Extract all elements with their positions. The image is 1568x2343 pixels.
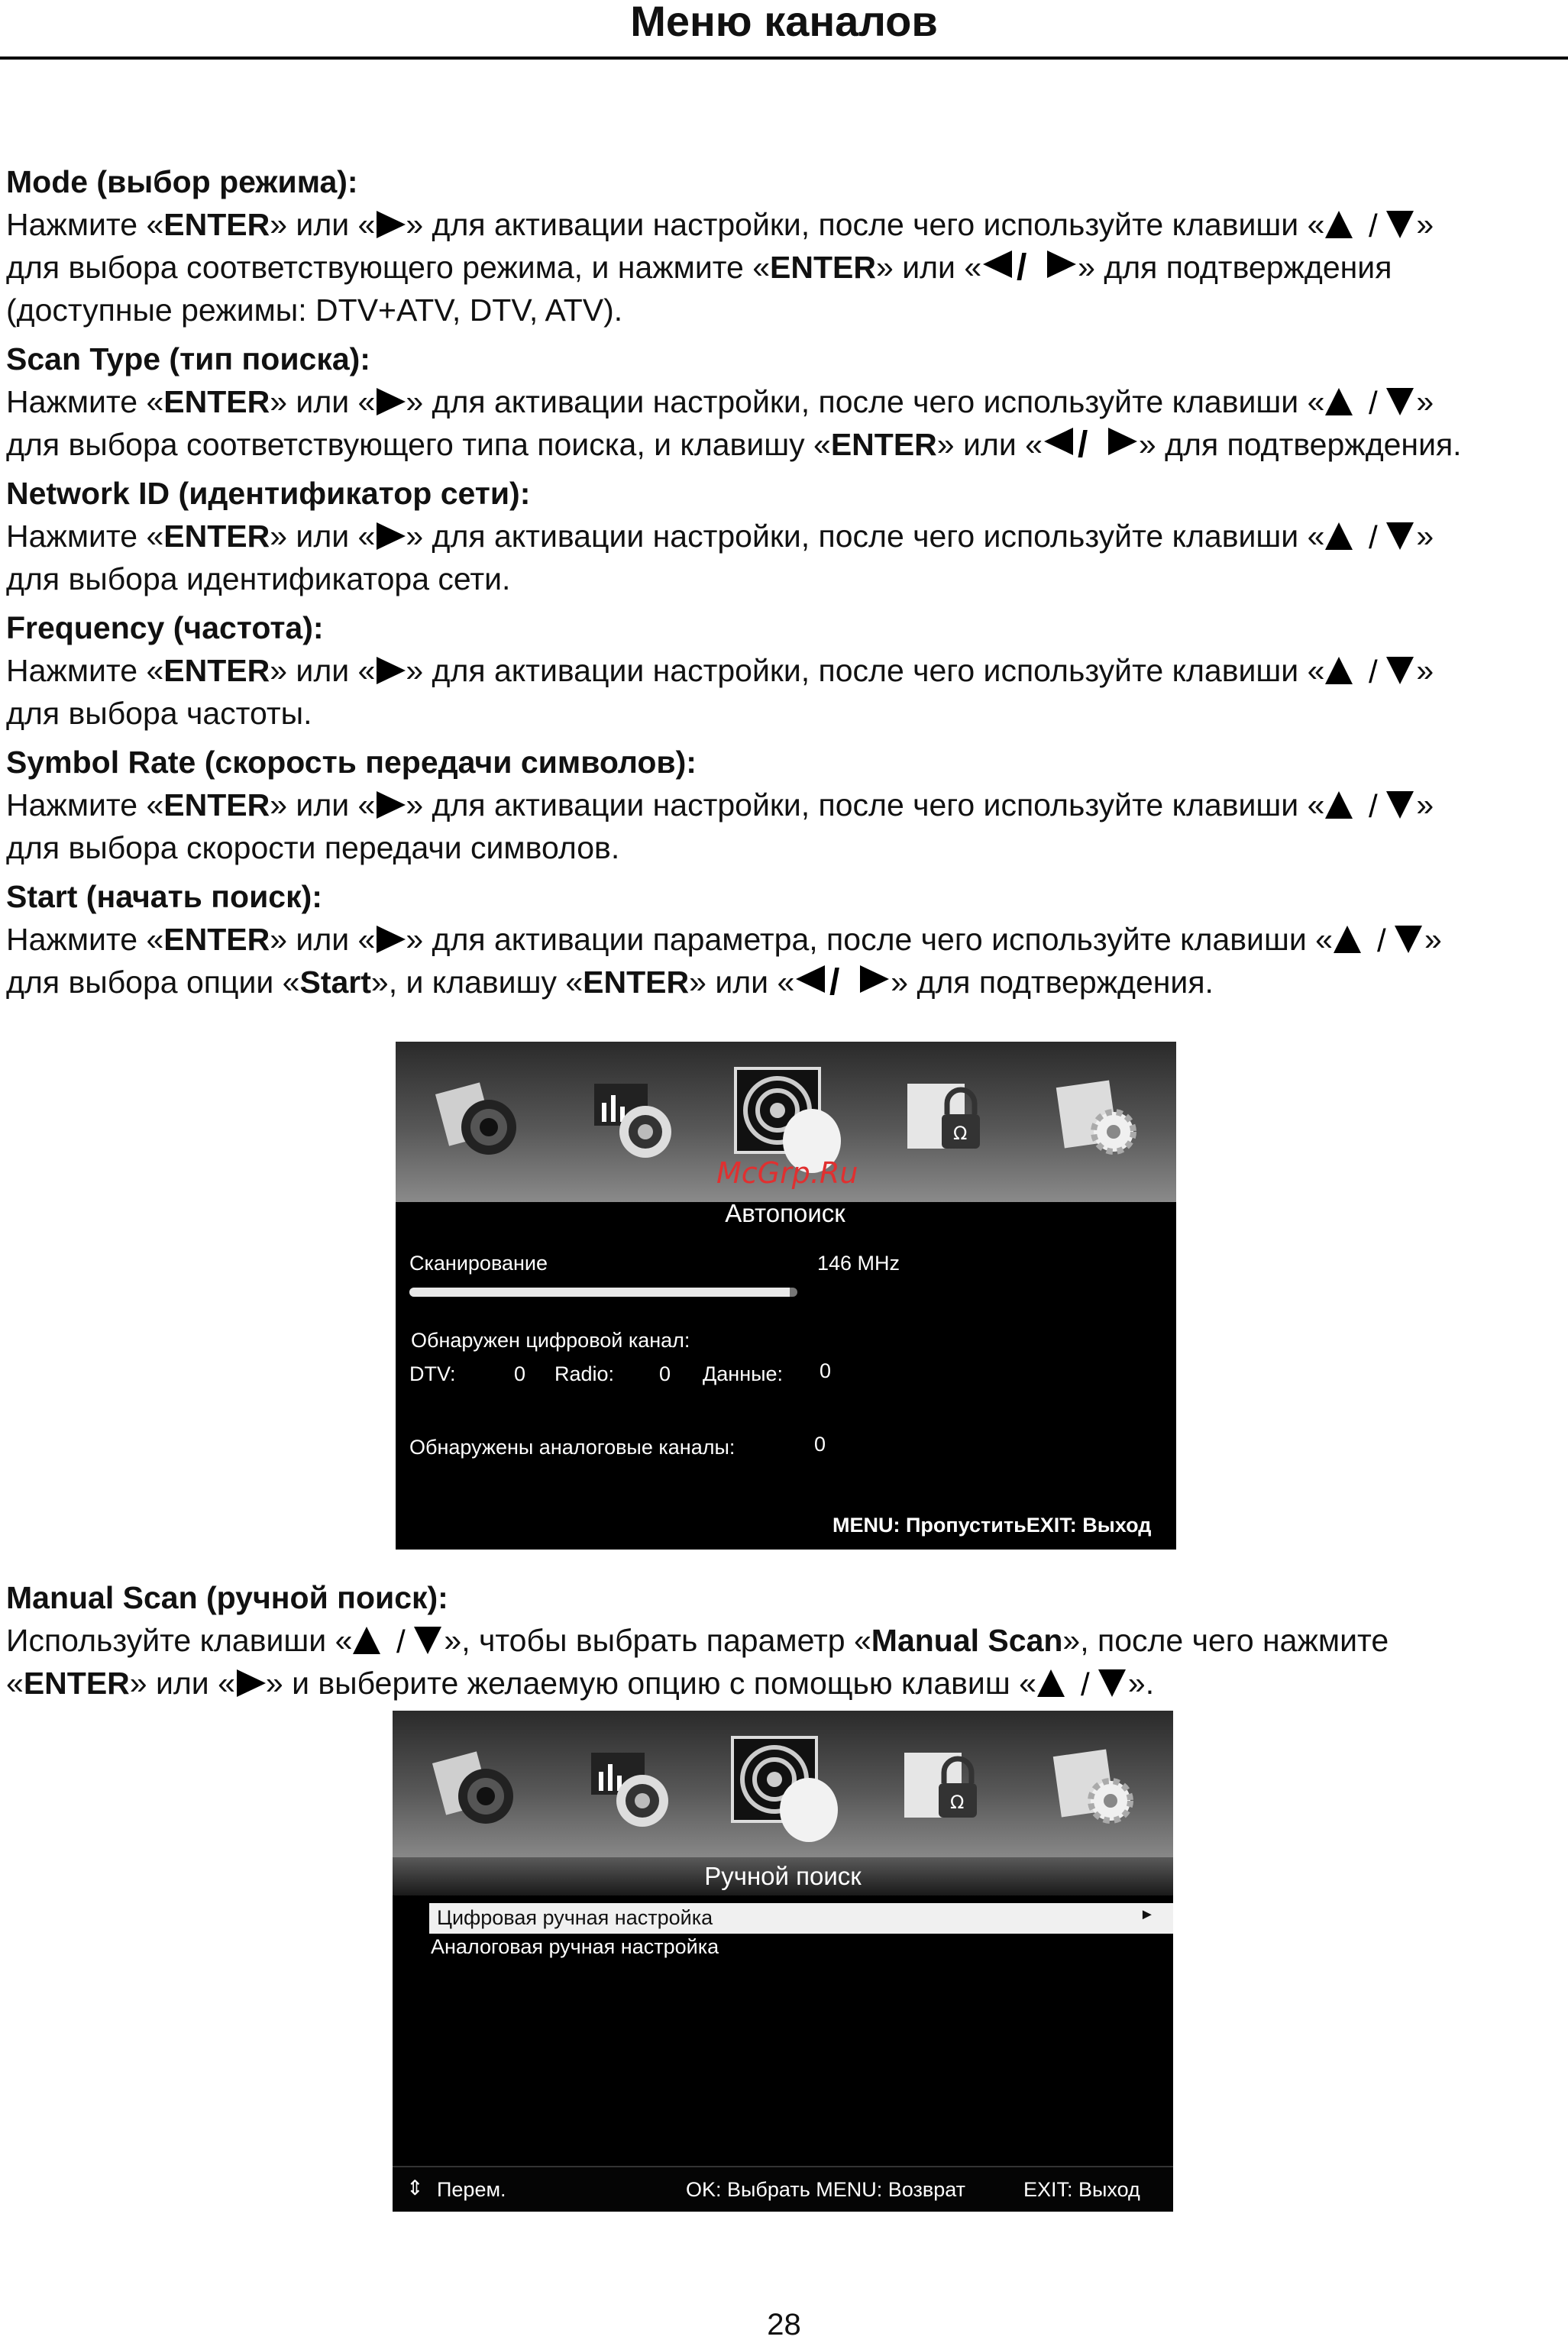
menu-item-label: Цифровая ручная настройка xyxy=(437,1906,713,1929)
frequency-value: 146 MHz xyxy=(817,1252,900,1275)
dtv-label: DTV: xyxy=(409,1362,456,1385)
section-mode xyxy=(6,160,1564,331)
autoscan-screenshot xyxy=(396,1042,1176,1550)
digital-found-label: Обнаружен цифровой канал: xyxy=(411,1329,690,1352)
up-down-icon xyxy=(1324,655,1416,686)
left-right-icon xyxy=(1043,426,1139,460)
svg-text:/: / xyxy=(1017,249,1027,283)
svg-text:/: / xyxy=(1376,924,1386,955)
section-heading: Mode (выбор режима): xyxy=(6,164,358,199)
menu-item-analog-manual[interactable]: Аналоговая ручная настройка xyxy=(431,1935,719,1958)
section-heading: Manual Scan (ручной поиск): xyxy=(6,1580,448,1615)
section-text: Нажмите «ENTER» или « » для активации настройки, после чего используйте клавиши « / » для выбора соответствующего режима, и нажмите «ENTER» или « / » для подтверждения (доступные режимы: DTV+ATV, DTV, ATV). xyxy=(6,207,1434,328)
picture-menu-icon xyxy=(431,1741,522,1833)
chevron-right-icon: ► xyxy=(1140,1906,1155,1923)
play-right-icon xyxy=(375,655,406,686)
instructions xyxy=(6,160,1564,1010)
svg-text:/: / xyxy=(1369,655,1379,686)
section-heading: Start (начать поиск): xyxy=(6,879,322,914)
radio-label: Radio: xyxy=(554,1362,615,1385)
up-down-icon xyxy=(352,1625,444,1656)
up-down-icon xyxy=(1333,924,1424,955)
scanning-label: Сканирование xyxy=(409,1252,548,1275)
watermark: McGrp.Ru xyxy=(716,1156,858,1190)
play-right-icon xyxy=(375,209,406,240)
scan-progress-bar xyxy=(409,1288,797,1297)
footer-ok-menu-hint: OK: Выбрать MENU: Возврат xyxy=(686,2178,966,2201)
svg-text:/: / xyxy=(1369,521,1379,551)
radio-value: 0 xyxy=(659,1362,671,1385)
up-down-icon xyxy=(1324,790,1416,820)
footer-exit-hint: EXIT: Выход xyxy=(1023,2178,1140,2201)
section-scan-type xyxy=(6,338,1564,466)
section-text: Нажмите «ENTER» или « » для активации настройки, после чего используйте клавиши « / » для выбора скорости передачи символов. xyxy=(6,787,1434,865)
svg-text:/: / xyxy=(1077,426,1088,460)
settings-menu-icon xyxy=(1052,1072,1144,1164)
svg-text:/: / xyxy=(1369,209,1379,240)
section-text: Нажмите «ENTER» или « » для активации настройки, после чего используйте клавиши « / » для выбора частоты. xyxy=(6,653,1434,731)
sound-menu-icon xyxy=(590,1072,682,1164)
data-value: 0 xyxy=(820,1359,832,1382)
picture-menu-icon xyxy=(434,1072,525,1164)
play-right-icon xyxy=(375,790,406,820)
menu-item-digital-manual[interactable] xyxy=(429,1903,1173,1934)
section-network-id xyxy=(6,472,1564,600)
manual-scan-instructions xyxy=(6,1576,1564,1711)
section-frequency xyxy=(6,606,1564,735)
section-heading: Scan Type (тип поиска): xyxy=(6,341,370,376)
scan-progress-fill xyxy=(409,1288,790,1297)
section-text: Используйте клавиши « / », чтобы выбрать параметр «Manual Scan», после чего нажмите «ENTER» или « » и выберите желаемую опцию с помощью клавиш « / ». xyxy=(6,1623,1389,1701)
section-symbol-rate xyxy=(6,741,1564,869)
autoscan-title: Автопоиск xyxy=(725,1199,845,1227)
svg-text:/: / xyxy=(396,1625,406,1656)
svg-text:/: / xyxy=(1369,386,1379,417)
play-right-icon xyxy=(375,386,406,417)
svg-text:Ω: Ω xyxy=(950,1792,965,1813)
section-heading: Symbol Rate (скорость передачи символов): xyxy=(6,745,697,780)
menu-icon-bar xyxy=(393,1711,1173,1860)
up-down-icon xyxy=(1324,386,1416,417)
section-text: Нажмите «ENTER» или « » для активации параметра, после чего используйте клавиши « / » для выбора опции «Start», и клавишу «ENTER» или « / » для подтверждения. xyxy=(6,918,1564,1003)
autoscan-footer-hints: MENU: ПропуститьEXIT: Выход xyxy=(832,1514,1152,1537)
dtv-value: 0 xyxy=(514,1362,526,1385)
manual-scan-screenshot xyxy=(393,1711,1173,2212)
settings-menu-icon xyxy=(1049,1741,1141,1833)
footer-move-hint: Перем. xyxy=(437,2178,506,2201)
footer-hints xyxy=(393,2166,1173,2212)
data-label: Данные: xyxy=(703,1362,784,1385)
page-title: Меню каналов xyxy=(630,0,938,45)
channel-menu-icon xyxy=(729,1734,843,1848)
section-heading: Network ID (идентификатор сети): xyxy=(6,476,531,511)
up-down-arrows-icon: ⇕ xyxy=(406,2177,424,2199)
play-right-icon xyxy=(235,1668,266,1698)
svg-text:/: / xyxy=(1080,1668,1090,1698)
up-down-icon xyxy=(1324,209,1416,240)
up-down-icon xyxy=(1036,1668,1128,1698)
analog-found-label: Обнаружены аналоговые каналы: xyxy=(409,1436,736,1459)
play-right-icon xyxy=(375,924,406,955)
play-right-icon xyxy=(375,521,406,551)
up-down-icon xyxy=(1324,521,1416,551)
sound-menu-icon xyxy=(587,1741,679,1833)
left-right-icon xyxy=(981,249,1078,283)
svg-text:/: / xyxy=(829,964,840,997)
lock-menu-icon xyxy=(900,1072,991,1164)
page-number: 28 xyxy=(767,2308,801,2341)
section-text: Нажмите «ENTER» или « » для активации настройки, после чего используйте клавиши « / » для выбора идентификатора сети. xyxy=(6,519,1434,596)
svg-text:/: / xyxy=(1369,790,1379,820)
svg-text:Ω: Ω xyxy=(953,1123,968,1144)
section-start xyxy=(6,875,1564,1003)
section-text: Нажмите «ENTER» или « » для активации настройки, после чего используйте клавиши « / » для выбора соответствующего типа поиска, и клавишу «ENTER» или « / » для подтверждения. xyxy=(6,380,1564,466)
manual-scan-title: Ручной поиск xyxy=(393,1857,1173,1895)
section-heading: Frequency (частота): xyxy=(6,610,324,645)
analog-value: 0 xyxy=(814,1433,826,1456)
lock-menu-icon xyxy=(897,1741,988,1833)
left-right-icon xyxy=(794,964,891,997)
section-manual-scan xyxy=(6,1576,1564,1705)
title-divider xyxy=(0,57,1568,60)
